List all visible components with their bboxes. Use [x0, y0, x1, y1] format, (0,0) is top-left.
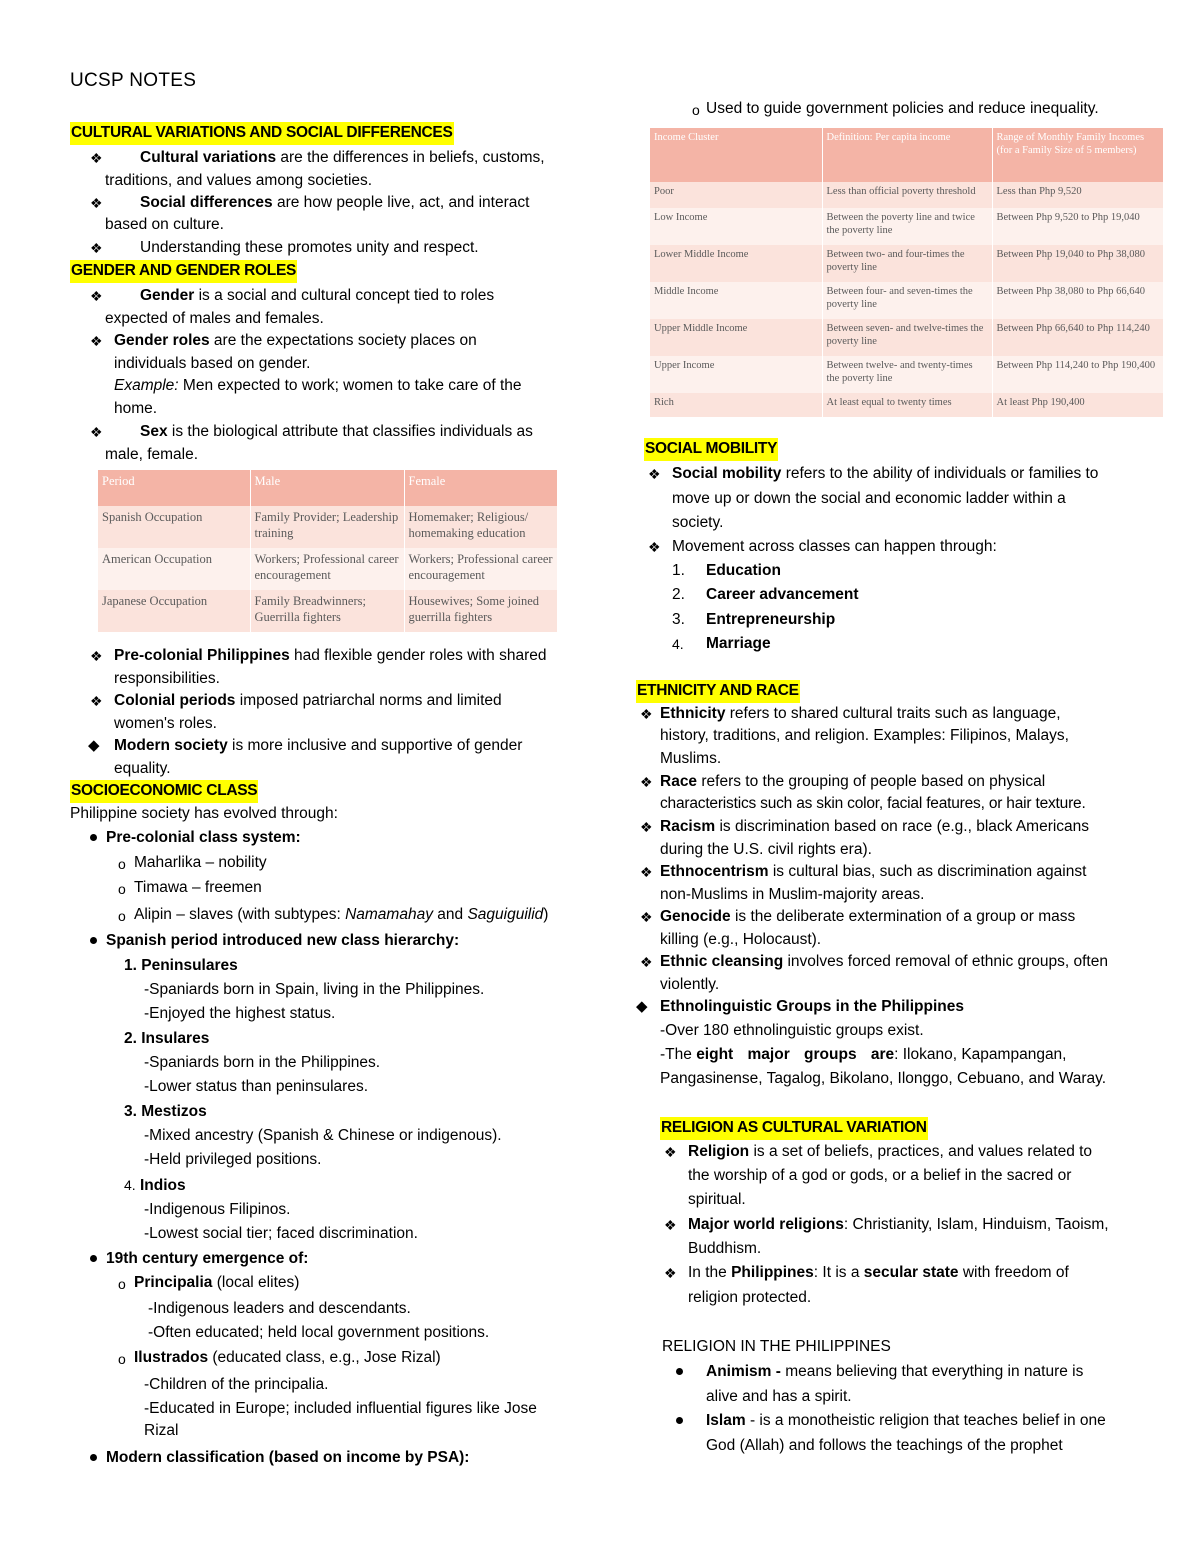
insulares-detail1: -Spaniards born in the Philippines.: [144, 1054, 381, 1071]
mobility-item-education: 1.: [672, 562, 685, 579]
table-row: Low Income Between the poverty line and twice the poverty line Between Php 9,520 to Php 19,040: [650, 208, 1164, 245]
genocide-line: Genocide is the deliberate extermination of a group or mass: [660, 908, 1076, 925]
used-to-guide-line: Used to guide government policies and reduce inequality.: [706, 100, 1099, 117]
sex-line2: male, female.: [105, 446, 199, 463]
solid-diamond-bullet-icon: ◆: [88, 737, 100, 754]
religion-line3: spiritual.: [688, 1191, 746, 1208]
mobility-item-education-label: Education: [706, 562, 781, 579]
19th-century-heading: 19th century emergence of:: [106, 1250, 309, 1267]
diamond-bullet-icon: ❖: [648, 466, 661, 482]
gender-roles-line: Gender roles are the expectations society places on: [114, 332, 477, 349]
ethnic-cleansing-line2: violently.: [660, 976, 720, 993]
indios-detail1: -Indigenous Filipinos.: [144, 1201, 291, 1218]
genocide-line2: killing (e.g., Holocaust).: [660, 931, 822, 948]
mobility-item-career-label: Career advancement: [706, 586, 859, 603]
bullet-dot-icon: [676, 1417, 683, 1424]
principalia-detail2: -Often educated; held local government positions.: [148, 1324, 490, 1341]
ethnocentrism-line: Ethnocentrism is cultural bias, such as discrimination against: [660, 863, 1087, 880]
table-row: American Occupation Workers; Professional career encouragement Workers; Professional career encouragement: [98, 548, 558, 590]
section-heading-gender: GENDER AND GENDER ROLES: [70, 260, 297, 283]
ethnocentrism-line2: non-Muslims in Muslim-majority areas.: [660, 886, 925, 903]
precolonial-line2: responsibilities.: [114, 670, 220, 687]
principalia-line: Principalia (local elites): [134, 1274, 300, 1291]
race-line: Race refers to the grouping of people based on physical: [660, 773, 1046, 790]
ethnicity-line2: history, traditions, and religion. Examples: Filipinos, Malays,: [660, 727, 1069, 744]
circle-bullet-icon: o: [118, 908, 126, 924]
spanish-period-heading: Spanish period introduced new class hierarchy:: [106, 932, 460, 949]
social-differences-line: Social differences are how people live, act, and interact: [140, 194, 530, 211]
bullet-dot-icon: [90, 834, 97, 841]
section-heading-religion: RELIGION AS CULTURAL VARIATION: [660, 1117, 928, 1140]
understanding-line: Understanding these promotes unity and respect.: [140, 239, 479, 256]
mobility-item-entrepreneurship: 3.: [672, 611, 685, 628]
table-header: Period: [98, 470, 250, 506]
ethnolinguistic-heading: Ethnolinguistic Groups in the Philippines: [660, 998, 964, 1015]
mobility-item-marriage-label: Marriage: [706, 635, 771, 652]
diamond-bullet-icon: ❖: [640, 864, 653, 880]
income-cluster-table: [650, 128, 1164, 417]
diamond-bullet-icon: ❖: [640, 774, 653, 790]
mobility-item-marriage: 4.: [672, 636, 684, 652]
peninsulares-heading: 1. Peninsulares: [124, 957, 238, 974]
precolonial-class-heading: Pre-colonial class system:: [106, 829, 301, 846]
movement-line: Movement across classes can happen through:: [672, 538, 997, 555]
ethnolinguistic-detail3: Pangasinense, Tagalog, Bikolano, Ilonggo, Cebuano, and Waray.: [660, 1070, 1107, 1087]
cultural-variations-line: Cultural variations are the differences in beliefs, customs,: [140, 149, 545, 166]
ethnic-cleansing-line: Ethnic cleansing involves forced removal of ethnic groups, often: [660, 953, 1108, 970]
social-mobility-line2: move up or down the social and economic ladder within a: [672, 490, 1066, 507]
cultural-variations-line2: traditions, and values among societies.: [105, 172, 373, 189]
philippines-secular-line: In the Philippines: It is a secular state with freedom of: [688, 1264, 1069, 1281]
mestizos-detail2: -Held privileged positions.: [144, 1151, 322, 1168]
islam-line: Islam - is a monotheistic religion that teaches belief in one: [706, 1412, 1106, 1429]
table-row: Upper Middle Income Between seven- and twelve-times the poverty line Between Php 66,640 to Php 114,240: [650, 319, 1164, 356]
table-header: Range of Monthly Family Incomes (for a Family Size of 5 members): [992, 128, 1164, 182]
gender-line: Gender is a social and cultural concept tied to roles: [140, 287, 495, 304]
diamond-bullet-icon: ❖: [90, 693, 103, 709]
diamond-bullet-icon: ❖: [90, 150, 103, 166]
diamond-bullet-icon: ❖: [90, 288, 103, 304]
sex-line: Sex is the biological attribute that classifies individuals as: [140, 423, 533, 440]
ethnicity-line3: Muslims.: [660, 750, 722, 767]
indios-detail2: -Lowest social tier; faced discrimination.: [144, 1225, 418, 1242]
modern-society-line2: equality.: [114, 760, 171, 777]
diamond-bullet-icon: ❖: [90, 333, 103, 349]
islam-line2: God (Allah) and follows the teachings of the prophet: [706, 1437, 1063, 1454]
modern-society-line: Modern society is more inclusive and supportive of gender: [114, 737, 523, 754]
circle-bullet-icon: o: [118, 1351, 126, 1367]
social-mobility-line3: society.: [672, 514, 724, 531]
table-row: Upper Income Between twelve- and twenty-times the poverty line Between Php 114,240 to Php 190,400: [650, 356, 1164, 393]
ilustrados-detail1: -Children of the principalia.: [144, 1376, 329, 1393]
table-row: Rich At least equal to twenty times At least Php 190,400: [650, 393, 1164, 417]
animism-line2: alive and has a spirit.: [706, 1388, 852, 1405]
ilustrados-detail2-cont: Rizal: [144, 1422, 179, 1439]
table-row: Spanish Occupation Family Provider; Leadership training Homemaker; Religious/ homemaking education: [98, 506, 558, 548]
diamond-bullet-icon: ❖: [90, 240, 103, 256]
section-heading-cultural: CULTURAL VARIATIONS AND SOCIAL DIFFERENCES: [70, 122, 454, 145]
racism-line: Racism is discrimination based on race (e.g., black Americans: [660, 818, 1090, 835]
table-header: Income Cluster: [650, 128, 822, 182]
diamond-bullet-icon: ❖: [640, 909, 653, 925]
animism-line: Animism - means believing that everything in nature is: [706, 1363, 1084, 1380]
major-religions-line: Major world religions: Christianity, Islam, Hinduism, Taoism,: [688, 1216, 1109, 1233]
philippines-secular-line2: religion protected.: [688, 1289, 812, 1306]
circle-bullet-icon: o: [692, 102, 700, 118]
diamond-bullet-icon: ❖: [664, 1144, 677, 1160]
diamond-bullet-icon: ❖: [90, 424, 103, 440]
alipin-line: Alipin – slaves (with subtypes: Namamahay and Saguiguilid): [134, 906, 549, 923]
religion-line: Religion is a set of beliefs, practices, and values related to: [688, 1143, 1093, 1160]
table-row: Lower Middle Income Between two- and four-times the poverty line Between Php 19,040 to Php 38,080: [650, 245, 1164, 282]
bullet-dot-icon: [676, 1368, 683, 1375]
indios-heading: 4. Indios: [124, 1177, 186, 1194]
diamond-bullet-icon: ❖: [640, 819, 653, 835]
diamond-bullet-icon: ❖: [664, 1265, 677, 1281]
major-religions-line2: Buddhism.: [688, 1240, 762, 1257]
diamond-bullet-icon: ❖: [664, 1217, 677, 1233]
ilustrados-detail2: -Educated in Europe; included influential figures like Jose: [144, 1400, 537, 1417]
insulares-heading: 2. Insulares: [124, 1030, 210, 1047]
timawa-line: Timawa – freemen: [134, 879, 262, 896]
bullet-dot-icon: [90, 937, 97, 944]
social-mobility-line: Social mobility refers to the ability of individuals or families to: [672, 465, 1099, 482]
gender-line2: expected of males and females.: [105, 310, 324, 327]
table-row: Poor Less than official poverty threshold Less than Php 9,520: [650, 182, 1164, 208]
racism-line2: during the U.S. civil rights era).: [660, 841, 872, 858]
religion-philippines-heading: RELIGION IN THE PHILIPPINES: [662, 1338, 891, 1355]
circle-bullet-icon: o: [118, 881, 126, 897]
peninsulares-detail2: -Enjoyed the highest status.: [144, 1005, 336, 1022]
mobility-item-entrepreneurship-label: Entrepreneurship: [706, 611, 836, 628]
insulares-detail2: -Lower status than peninsulares.: [144, 1078, 369, 1095]
colonial-line2: women's roles.: [114, 715, 217, 732]
diamond-bullet-icon: ❖: [90, 195, 103, 211]
bullet-dot-icon: [90, 1454, 97, 1461]
ethnicity-line: Ethnicity refers to shared cultural traits such as language,: [660, 705, 1061, 722]
modern-classification-heading: Modern classification (based on income by PSA):: [106, 1449, 470, 1466]
mestizos-heading: 3. Mestizos: [124, 1103, 207, 1120]
table-row: Middle Income Between four- and seven-times the poverty line Between Php 38,080 to Php 66,640: [650, 282, 1164, 319]
ethnolinguistic-detail2: -The eight major groups are: Ilokano, Kapampangan,: [660, 1046, 1067, 1063]
circle-bullet-icon: o: [118, 856, 126, 872]
diamond-bullet-icon: ❖: [648, 539, 661, 555]
example-line: Example: Men expected to work; women to take care of the: [114, 377, 522, 394]
ilustrados-line: Ilustrados (educated class, e.g., Jose Rizal): [134, 1349, 441, 1366]
race-line2: characteristics such as skin color, facial features, or hair texture.: [660, 795, 1086, 812]
maharlika-line: Maharlika – nobility: [134, 854, 267, 871]
precolonial-line: Pre-colonial Philippines had flexible gender roles with shared: [114, 647, 547, 664]
diamond-bullet-icon: ❖: [640, 706, 653, 722]
mobility-item-career: 2.: [672, 586, 685, 603]
social-differences-line2: based on culture.: [105, 216, 224, 233]
table-header: Definition: Per capita income: [822, 128, 992, 182]
section-heading-ethnicity: ETHNICITY AND RACE: [636, 680, 800, 703]
section-heading-socio: SOCIOECONOMIC CLASS: [70, 780, 258, 803]
diamond-bullet-icon: ❖: [90, 648, 103, 664]
table-header: Female: [404, 470, 558, 506]
ethnolinguistic-detail1: -Over 180 ethnolinguistic groups exist.: [660, 1022, 924, 1039]
circle-bullet-icon: o: [118, 1276, 126, 1292]
table-row: Japanese Occupation Family Breadwinners; Guerrilla fighters Housewives; Some joined guerrilla fighters: [98, 590, 558, 632]
diamond-bullet-icon: ❖: [640, 954, 653, 970]
religion-line2: the worship of a god or gods, or a belief in the sacred or: [688, 1167, 1072, 1184]
gender-roles-line2: individuals based on gender.: [114, 355, 311, 372]
mestizos-detail1: -Mixed ancestry (Spanish & Chinese or indigenous).: [144, 1127, 502, 1144]
bullet-dot-icon: [90, 1255, 97, 1262]
socio-intro: Philippine society has evolved through:: [70, 805, 338, 822]
colonial-line: Colonial periods imposed patriarchal norms and limited: [114, 692, 502, 709]
solid-diamond-bullet-icon: ◆: [636, 998, 648, 1015]
section-heading-mobility: SOCIAL MOBILITY: [644, 438, 778, 461]
peninsulares-detail1: -Spaniards born in Spain, living in the Philippines.: [144, 981, 485, 998]
example-line2: home.: [114, 400, 158, 417]
principalia-detail1: -Indigenous leaders and descendants.: [148, 1300, 411, 1317]
page-title: UCSP NOTES: [70, 70, 197, 91]
table-header: Male: [250, 470, 404, 506]
gender-roles-table: [98, 470, 558, 632]
